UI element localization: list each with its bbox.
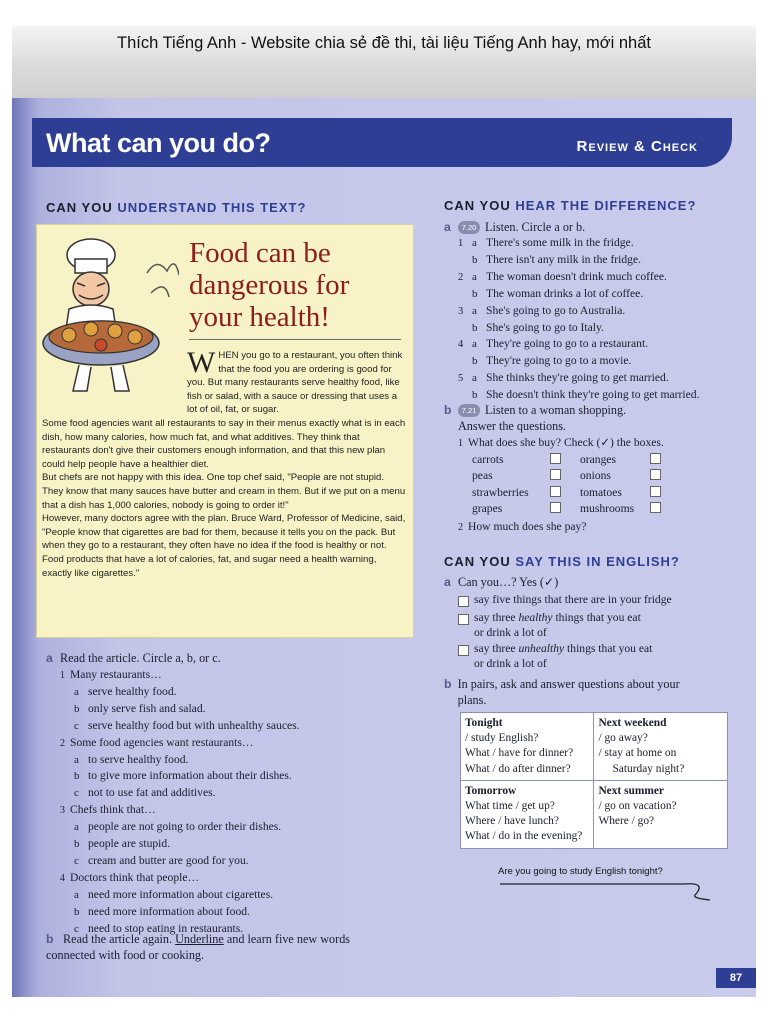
food-checkbox[interactable]	[650, 501, 666, 517]
option-letter: a	[74, 685, 79, 698]
option-text: need more information about cigarettes.	[88, 887, 274, 901]
option-text: They're going to go to a restaurant.	[486, 337, 649, 351]
food-checklist	[472, 452, 744, 517]
spacer	[566, 501, 580, 517]
page-spine	[12, 98, 34, 997]
answer-option	[46, 768, 426, 785]
emphasis: healthy	[518, 611, 553, 625]
checkbox-icon	[650, 453, 661, 464]
article-paragraph-2: Some food agencies want all restaurants to say in their menus exactly what is in each dish, how many calories, how much fat, and what additives. They think that restaurants don't give their customers enough information, and that this new plan could help people have a healthier diet.	[42, 418, 406, 470]
understand-heading: CAN YOU UNDERSTAND THIS TEXT?	[46, 200, 307, 215]
textbook-page	[12, 98, 756, 997]
listening-item	[444, 269, 744, 286]
review-check-label: Review & Check	[576, 138, 698, 155]
question-item	[46, 870, 426, 887]
say-text: say five things that there are in your fridge	[474, 593, 672, 606]
food-label: onions	[580, 469, 611, 483]
say-exercise-a: a Can you…? Yes (✓) say five things that there are in your fridge say three healthy things that you eat or drink a lot of say three unhealthy things that you eat or drink a lot of	[444, 574, 734, 671]
audio-track-badge: 7.20	[458, 221, 480, 234]
chef-illustration-icon	[39, 233, 179, 403]
option-text: She's going to go to Australia.	[486, 303, 626, 317]
spacer	[566, 485, 580, 501]
question-text: Chefs think that…	[70, 803, 156, 817]
page-number: 87	[716, 968, 756, 988]
option-text: need to stop eating in restaurants.	[88, 921, 244, 935]
article-paragraph-4: However, many doctors agree with the plan. Bruce Ward, Professor of Medicine, said, "People know that cigarettes are bad for them, because it tells you on the pack. But when they go to a restaurant, they often have no idea if the food is healthy or not. Food products that have a lot of calories, fat, and sugar need a health warning, exactly like cigarettes."	[42, 513, 406, 579]
option-letter: a	[472, 372, 477, 385]
listening-item	[444, 235, 744, 252]
option-letter: b	[472, 253, 478, 266]
option-letter: a	[472, 270, 477, 283]
item-number: 2	[458, 271, 464, 283]
listening-item	[444, 303, 744, 320]
food-label: carrots	[472, 452, 504, 466]
question-number: 2	[60, 737, 65, 749]
listening-item	[444, 370, 744, 387]
say-item	[458, 641, 734, 671]
hear-exercise-a: a 7.20 Listen. Circle a or b. 1 a There's some milk in the fridge. b There isn't any milk in the fridge. 2 a The woman doesn't drink much coffee. b The woman drinks a lot of coffee. 3 a She's going to go to Australia. b She's going to go to Italy. 4 a They're going to go to a restaurant. b They're going to go to a movie. 5 a She thinks they're going to get married. b She doesn't think they're going to get married.	[444, 219, 744, 404]
answer-option	[46, 701, 426, 718]
say-text-line2: or drink a lot of	[474, 626, 547, 640]
food-label: oranges	[580, 452, 617, 466]
question-item	[46, 735, 426, 752]
option-text: They're going to go to a movie.	[486, 354, 632, 368]
answer-option	[46, 684, 426, 701]
option-text: cream and butter are good for you.	[88, 853, 249, 867]
plans-cell-line: Where / go?	[598, 815, 655, 828]
plans-cell-line: Where / have lunch?	[465, 815, 559, 828]
option-text: She doesn't think they're going to get married.	[486, 388, 700, 402]
option-letter: b	[472, 355, 478, 368]
option-letter: b	[472, 389, 478, 402]
option-text: serve healthy food but with unhealthy sauces.	[88, 718, 300, 732]
hear-exercise-b: b 7.21 Listen to a woman shopping. Answer the questions. 1 What does she buy? Check (✓) the boxes. carrots oranges peas onions strawberries tomatoes grapes mushrooms 2 How much does she pay?	[444, 402, 744, 536]
article-paragraph-3: But chefs are not happy with this idea. One top chef said, "People are not stupid. They know that many sauces have butter and cream in them. But if we put on a menu that a dish has 1,000 calories, nobody is going to order it!"	[42, 472, 406, 511]
option-letter: b	[74, 905, 80, 918]
plans-cell-line: What / do after dinner?	[465, 762, 571, 775]
question-text: Doctors think that people…	[70, 870, 200, 884]
say-heading: CAN YOU SAY THIS IN ENGLISH?	[444, 554, 680, 569]
option-text: to serve healthy food.	[88, 752, 189, 766]
plans-cell-line: / stay at home on	[598, 747, 677, 760]
option-text: people are not going to order their dishes.	[88, 820, 282, 834]
say-checkbox[interactable]	[458, 610, 474, 640]
checkbox-icon	[650, 486, 661, 497]
plans-cell-line: / study English?	[465, 732, 539, 745]
option-letter: a	[472, 237, 477, 249]
plans-cell-line: / go on vacation?	[598, 800, 677, 813]
option-text: She thinks they're going to get married.	[486, 371, 669, 385]
option-letter: a	[472, 338, 477, 351]
food-label: strawberries	[472, 485, 529, 499]
hear-heading: CAN YOU HEAR THE DIFFERENCE?	[444, 198, 697, 213]
exercise-b: b Read the article again. Underline and learn five new words connected with food or cooking.	[46, 932, 351, 962]
answer-option	[46, 853, 426, 870]
plans-cell-line: What time / get up?	[465, 800, 555, 813]
checkbox-icon	[458, 614, 469, 625]
option-text: She's going to go to Italy.	[486, 320, 604, 334]
plans-cell-line: Saturday night?	[612, 762, 685, 775]
hear-items	[444, 235, 744, 404]
question-item	[46, 667, 426, 684]
watermark-bar	[12, 26, 756, 98]
plans-cell-heading: Tomorrow	[465, 784, 517, 797]
spacer	[566, 452, 580, 468]
option-text: people are stupid.	[88, 837, 171, 851]
plans-cell-line: What / do in the evening?	[465, 830, 583, 843]
option-letter: a	[74, 753, 79, 766]
plans-table	[460, 712, 728, 849]
option-text: serve healthy food.	[88, 684, 177, 698]
item-number: 4	[458, 339, 464, 351]
food-checkbox[interactable]	[650, 485, 666, 501]
say-checkbox[interactable]	[458, 592, 474, 610]
option-letter: b	[472, 287, 478, 300]
answer-option	[46, 904, 426, 921]
item-number: 5	[458, 373, 464, 385]
emphasis: unhealthy	[518, 641, 565, 655]
speech-bubble-text: Are you going to study English tonight?	[498, 866, 663, 877]
option-letter: c	[74, 787, 79, 800]
plans-cell-heading: Tonight	[465, 717, 503, 729]
option-letter: b	[472, 321, 478, 334]
checkbox-icon	[550, 486, 561, 497]
option-letter: b	[74, 702, 80, 715]
option-text: The woman doesn't drink much coffee.	[486, 269, 667, 283]
option-letter: a	[74, 888, 79, 901]
option-text: not to use fat and additives.	[88, 786, 216, 800]
option-letter: c	[74, 854, 79, 867]
plans-cell-heading: Next weekend	[598, 717, 667, 729]
spacer	[566, 468, 580, 484]
plans-cell	[594, 780, 728, 848]
say-item	[458, 610, 734, 640]
page-title: What can you do?	[46, 128, 271, 158]
article-box	[36, 224, 414, 638]
food-checkbox[interactable]	[550, 452, 566, 468]
drop-cap: W	[187, 346, 216, 379]
exercise-a-questions	[46, 667, 426, 938]
food-checkbox[interactable]	[550, 485, 566, 501]
checkbox-icon	[550, 453, 561, 464]
page-banner	[32, 118, 732, 167]
say-item	[458, 592, 734, 610]
answer-option	[46, 887, 426, 904]
say-exercise-b: b In pairs, ask and answer questions about your plans.	[444, 677, 680, 707]
listening-item	[444, 252, 744, 269]
say-text: say three unhealthy things that you eat or drink a lot of	[474, 641, 653, 670]
answer-option	[46, 752, 426, 769]
question-number: 1	[60, 670, 65, 681]
listening-item	[444, 336, 744, 353]
plans-cell-line: What / have for dinner?	[465, 747, 574, 760]
underline-word: Underline	[175, 932, 224, 946]
speech-bubble-tail-icon	[498, 868, 718, 902]
exercise-a-instruction: Read the article. Circle a, b, or c.	[60, 651, 221, 665]
plans-row	[461, 780, 728, 848]
question-text: Many restaurants…	[70, 668, 162, 681]
option-letter: b	[74, 838, 80, 851]
plans-cell	[461, 780, 594, 848]
food-checkbox[interactable]	[650, 468, 666, 484]
food-label: tomatoes	[580, 485, 622, 499]
plans-cell	[461, 713, 594, 781]
checkbox-icon	[550, 502, 561, 513]
food-checkbox[interactable]	[650, 452, 666, 468]
answer-option	[46, 785, 426, 802]
food-checkbox[interactable]	[550, 501, 566, 517]
option-text: need more information about food.	[88, 904, 250, 918]
watermark-text: Thích Tiếng Anh - Website chia sẻ đề thi, tài liệu Tiếng Anh hay, mới nhất	[117, 34, 651, 52]
article-paragraph-1: WHEN you go to a restaurant, you often think that the food you are ordering is good for you. But many restaurants serve healthy food, like fish or salad, with a sauce or dressing that uses a lot of oil, fat, or sugar.	[187, 346, 403, 416]
checkbox-icon	[650, 502, 661, 513]
audio-track-badge: 7.21	[458, 404, 480, 417]
question-number: 3	[60, 805, 65, 817]
option-letter: c	[74, 719, 79, 732]
plans-cell-line: / go away?	[598, 732, 648, 745]
plans-row	[461, 713, 728, 781]
option-letter: a	[74, 821, 79, 834]
question-text: Some food agencies want restaurants…	[70, 735, 254, 749]
option-text: only serve fish and salad.	[88, 701, 206, 715]
food-label: grapes	[472, 502, 503, 516]
checkbox-icon	[458, 596, 469, 607]
item-number: 1	[458, 238, 464, 249]
option-text: There's some milk in the fridge.	[486, 236, 634, 249]
answer-option	[46, 819, 426, 836]
checkbox-icon	[550, 469, 561, 480]
question-number: 4	[60, 872, 65, 884]
option-letter: a	[472, 304, 477, 317]
item-number: 3	[458, 305, 464, 317]
say-text-line2: or drink a lot of	[474, 656, 547, 670]
plans-cell	[594, 713, 728, 781]
exercise-a: a Read the article. Circle a, b, or c. 1 Many restaurants… a serve healthy food. b only serve fish and salad. c serve healthy food but with unhealthy sauces. 2 Some food agencies want restaurants… a to serve healthy food. b to give more information about their dishes. c not to use fat and additives. 3 Chefs think that… a people are not going to order their dishes. b people are stupid. c cream and butter are good for you. 4 Doctors think that people… a need more information about cigarettes. b need more information about food. c need to stop eating in restaurants.	[46, 650, 426, 938]
plans-cell-heading: Next summer	[598, 784, 664, 797]
headline-divider	[189, 339, 401, 340]
option-text: The woman drinks a lot of coffee.	[486, 286, 644, 300]
say-checkbox[interactable]	[458, 641, 474, 671]
say-text: say three healthy things that you eat or drink a lot of	[474, 611, 641, 640]
say-checklist	[444, 592, 734, 671]
food-checkbox[interactable]	[550, 468, 566, 484]
option-letter: c	[74, 922, 79, 935]
checkbox-icon	[650, 469, 661, 480]
answer-option	[46, 836, 426, 853]
listening-item	[444, 286, 744, 303]
food-label: peas	[472, 469, 493, 483]
listening-item	[444, 320, 744, 337]
article-body	[42, 417, 406, 580]
option-text: to give more information about their dishes.	[88, 769, 292, 783]
checkbox-icon	[458, 645, 469, 656]
article-headline: Food can be dangerous for your health!	[189, 237, 350, 333]
question-item	[46, 802, 426, 819]
option-letter: b	[74, 770, 80, 783]
food-label: mushrooms	[580, 502, 635, 516]
listening-item	[444, 353, 744, 370]
option-text: There isn't any milk in the fridge.	[486, 252, 642, 266]
answer-option	[46, 718, 426, 735]
